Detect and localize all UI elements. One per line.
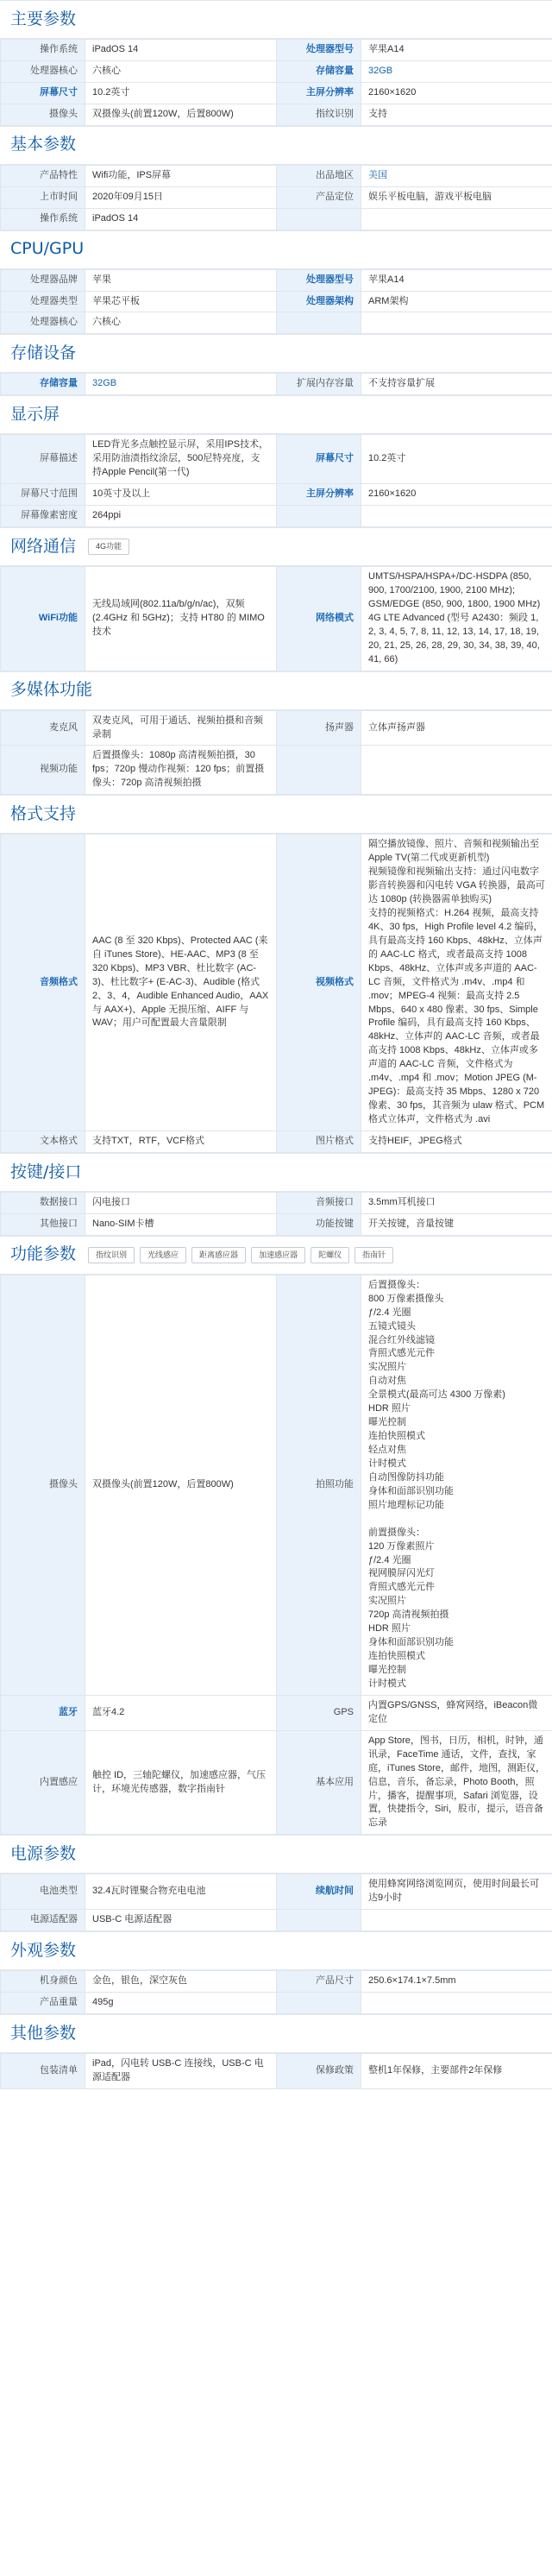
spec-row xyxy=(1,506,552,527)
spec-label: 图片格式 xyxy=(277,1131,361,1152)
spec-label: 内置感应 xyxy=(1,1730,85,1835)
spec-row xyxy=(1,484,552,506)
section-ports xyxy=(0,1153,552,1236)
spec-value: 10英寸及以上 xyxy=(85,484,277,506)
spec-value: 隔空播放镜像、照片、音频和视频输出至 Apple TV(第二代或更新机型) 视频镜像和视频输出支持：通过闪电数字影音转换器和闪电转 VGA 转换器，最高可达 1080p (转换器需单独购买) 支持的视频格式：H.264 视频，最高支持 4K、30 fps，High Profile level 4.2 编码，具有最高支持 160 Kbps、48kHz、立体声的 AAC-LC 格式，或者最高支持 1008 Kbps、48kHz、立体声或多声道的 AAC-LC 音频，文件格式为 .m4v、.mp4 和 .mov；MPEG-4 视频：最高支持 2.5 Mbps、640 x 480 像素、30 fps、Simple Profile 编码，具有最高支持 160 Kbps、48kHz、立体声的 AAC-LC 音频，或者最高支持 1008 Kbps、48kHz、立体声或多声道的 AAC-LC 音频，文件格式为 .m4v、.mp4 和 .mov；Motion JPEG (M-JPEG)：最高支持 35 Mbps、1280 x 720 像素、30 fps，其音频为 ulaw 格式、PCM 格式立体声，文件格式为 .avi xyxy=(361,835,552,1131)
section-header xyxy=(0,528,552,566)
spec-value: 无线局域网(802.11a/b/g/n/ac)，双频(2.4GHz 和 5GHz)；支持 HT80 的 MIMO 技术 xyxy=(85,567,277,671)
spec-value: 六核心 xyxy=(85,312,277,334)
spec-label: 机身颜色 xyxy=(1,1971,85,1993)
spec-row xyxy=(1,291,552,312)
spec-label: 处理器型号 xyxy=(277,269,361,291)
spec-value: 10.2英寸 xyxy=(85,82,277,104)
spec-value: 264ppi xyxy=(85,506,277,527)
spec-label: 视频功能 xyxy=(1,746,85,795)
section-title: CPU/GPU xyxy=(10,239,85,259)
spec-value: LED背光多点触控显示屏，采用IPS技术，采用防油渍指纹涂层，500尼特亮度，支持Apple Pencil(第一代) xyxy=(85,435,277,484)
spec-table xyxy=(0,834,552,1153)
spec-row xyxy=(1,1730,552,1835)
feature-tag[interactable]: 指纹识别 xyxy=(88,1247,135,1263)
section-header xyxy=(0,1237,552,1275)
spec-label: 操作系统 xyxy=(1,208,85,230)
spec-value: 支持HEIF，JPEG格式 xyxy=(361,1131,552,1152)
spec-table xyxy=(0,1970,552,2014)
spec-row xyxy=(1,710,552,746)
spec-label: 上市时间 xyxy=(1,186,85,208)
spec-value: 双摄像头(前置120W，后置800W) xyxy=(85,104,277,125)
spec-label: 续航时间 xyxy=(277,1874,361,1910)
spec-label: 拍照功能 xyxy=(277,1275,361,1695)
spec-label: 数据接口 xyxy=(1,1192,85,1213)
spec-label xyxy=(277,746,361,795)
section-header xyxy=(0,672,552,710)
spec-label: 扬声器 xyxy=(277,710,361,746)
section-storage xyxy=(0,334,552,395)
spec-table xyxy=(0,1192,552,1236)
spec-row xyxy=(1,1192,552,1213)
feature-tags xyxy=(88,539,129,555)
spec-row xyxy=(1,104,552,125)
spec-row xyxy=(1,186,552,208)
spec-label: 屏幕像素密度 xyxy=(1,506,85,527)
spec-label xyxy=(277,506,361,527)
spec-value: 娱乐平板电脑，游戏平板电脑 xyxy=(361,186,552,208)
spec-value: AAC (8 至 320 Kbps)、Protected AAC (来自 iTunes Store)、HE-AAC、MP3 (8 至 320 Kbps)、MP3 VBR、杜比数字 (AC-3)、杜比数字+ (E-AC-3)、Audible (格式 2、3、4，Audible Enhanced Audio，AAX 与 AAX+)、Apple 无损压缩、AIFF 与 WAV；用户可配置最大音量限制 xyxy=(85,835,277,1131)
spec-row xyxy=(1,435,552,484)
spec-value[interactable]: 32GB xyxy=(85,374,277,395)
spec-label: 处理器品牌 xyxy=(1,269,85,291)
section-format xyxy=(0,795,552,1153)
spec-label: 功能按键 xyxy=(277,1213,361,1235)
spec-value: 双麦克风，可用于通话、视频拍摄和音频录制 xyxy=(85,710,277,746)
spec-row xyxy=(1,165,552,186)
spec-table xyxy=(0,1874,552,1931)
section-title: 基本参数 xyxy=(10,135,77,154)
spec-value[interactable]: 32GB xyxy=(361,60,552,82)
spec-label: 屏幕尺寸 xyxy=(1,82,85,104)
spec-row xyxy=(1,82,552,104)
spec-row xyxy=(1,1971,552,1993)
spec-value: 苹果芯平板 xyxy=(85,291,277,312)
section-header xyxy=(0,1932,552,1970)
spec-table xyxy=(0,2053,552,2089)
spec-value xyxy=(361,1993,552,2014)
spec-label: 处理器类型 xyxy=(1,291,85,312)
section-title: 主要参数 xyxy=(10,9,77,28)
spec-value xyxy=(361,312,552,334)
spec-row xyxy=(1,1993,552,2014)
section-features xyxy=(0,1236,552,1836)
spec-row xyxy=(1,1131,552,1152)
spec-value xyxy=(361,506,552,527)
feature-tags xyxy=(88,1247,393,1263)
spec-label: 电池类型 xyxy=(1,1874,85,1910)
spec-value[interactable]: 美国 xyxy=(361,165,552,186)
spec-label: 蓝牙 xyxy=(1,1695,85,1730)
section-power xyxy=(0,1835,552,1931)
spec-value: 触控 ID，三轴陀螺仪，加速感应器，气压计，环境光传感器，数字指南针 xyxy=(85,1730,277,1835)
spec-row xyxy=(1,312,552,334)
spec-label: 音频接口 xyxy=(277,1192,361,1213)
spec-value: 10.2英寸 xyxy=(361,435,552,484)
spec-table xyxy=(0,373,552,395)
spec-value: 苹果A14 xyxy=(361,40,552,61)
spec-value: 2160×1620 xyxy=(361,82,552,104)
section-header xyxy=(0,231,552,269)
spec-value: 整机1年保修，主要部件2年保修 xyxy=(361,2054,552,2089)
spec-value: 内置GPS/GNSS，蜂窝网络，iBeacon微定位 xyxy=(361,1695,552,1730)
section-header xyxy=(0,1154,552,1192)
spec-value: 2020年09月15日 xyxy=(85,186,277,208)
spec-table xyxy=(0,434,552,527)
spec-row xyxy=(1,269,552,291)
spec-value xyxy=(361,1910,552,1931)
spec-table xyxy=(0,566,552,671)
spec-label: 处理器架构 xyxy=(277,291,361,312)
spec-label: 屏幕尺寸 xyxy=(277,435,361,484)
spec-value: iPadOS 14 xyxy=(85,208,277,230)
spec-label: 处理器核心 xyxy=(1,60,85,82)
section-cpu xyxy=(0,230,552,335)
spec-value: 双摄像头(前置120W，后置800W) xyxy=(85,1275,277,1695)
spec-value: UMTS/HSPA/HSPA+/DC-HSDPA (850, 900, 1700/2100, 1900, 2100 MHz); GSM/EDGE (850, 900, 1800, 1900 MHz) 4G LTE Advanced (型号 A2430：频段 1, 2, 3, 4, 5, 7, 8, 11, 12, 13, 14, 17, 18, 19, 20, 21, 25, 26, 28, 29, 30, 34, 38, 39, 40, 41, 66) xyxy=(361,567,552,671)
spec-value: ARM架构 xyxy=(361,291,552,312)
spec-label xyxy=(277,208,361,230)
section-header xyxy=(0,796,552,834)
spec-table xyxy=(0,39,552,126)
section-media xyxy=(0,671,552,796)
spec-row xyxy=(1,2054,552,2089)
spec-label: 产品定位 xyxy=(277,186,361,208)
spec-row xyxy=(1,40,552,61)
section-title: 外观参数 xyxy=(10,1940,77,1960)
spec-row xyxy=(1,746,552,795)
section-header xyxy=(0,396,552,434)
spec-label: 处理器型号 xyxy=(277,40,361,61)
section-title: 按键/接口 xyxy=(10,1162,82,1181)
section-title: 其他参数 xyxy=(10,2023,77,2043)
spec-value: 后置摄像头：1080p 高清视频拍摄，30 fps；720p 慢动作视频：120 fps；前置摄像头：720p 高清视频拍摄 xyxy=(85,746,277,795)
spec-label: 主屏分辨率 xyxy=(277,484,361,506)
section-basic xyxy=(0,126,552,230)
spec-table xyxy=(0,1275,552,1836)
section-header xyxy=(0,127,552,165)
spec-table xyxy=(0,269,552,335)
spec-value: 立体声扬声器 xyxy=(361,710,552,746)
spec-label: 屏幕描述 xyxy=(1,435,85,484)
spec-value: Nano-SIM卡槽 xyxy=(85,1213,277,1235)
spec-label: 音频格式 xyxy=(1,835,85,1131)
spec-label xyxy=(277,312,361,334)
feature-tag[interactable]: 陀螺仪 xyxy=(310,1247,349,1263)
feature-tag[interactable]: 指南针 xyxy=(354,1247,393,1263)
spec-table xyxy=(0,710,552,796)
spec-label: WiFi功能 xyxy=(1,567,85,671)
spec-value: iPadOS 14 xyxy=(85,40,277,61)
section-title: 显示屏 xyxy=(10,405,60,425)
spec-value: 蓝牙4.2 xyxy=(85,1695,277,1730)
section-title: 电源参数 xyxy=(10,1844,77,1864)
spec-value: 使用蜂窝网络浏览网页，使用时间最长可达9小时 xyxy=(361,1874,552,1910)
section-title: 格式支持 xyxy=(10,803,77,823)
section-header xyxy=(0,1,552,39)
spec-label: 电源适配器 xyxy=(1,1910,85,1931)
spec-value: 3.5mm耳机接口 xyxy=(361,1192,552,1213)
spec-value: 苹果A14 xyxy=(361,269,552,291)
spec-row xyxy=(1,1695,552,1730)
spec-label: 存储容量 xyxy=(277,60,361,82)
spec-row xyxy=(1,374,552,395)
spec-label: 屏幕尺寸范围 xyxy=(1,484,85,506)
spec-label: 指纹识别 xyxy=(277,104,361,125)
spec-label: 操作系统 xyxy=(1,40,85,61)
section-header xyxy=(0,335,552,373)
feature-tag[interactable]: 加速感应器 xyxy=(251,1247,305,1263)
spec-label: 麦克风 xyxy=(1,710,85,746)
spec-label: 扩展内存容量 xyxy=(277,374,361,395)
spec-row xyxy=(1,1213,552,1235)
spec-value: 后置摄像头： 800 万像素摄像头 ƒ/2.4 光圈 五镜式镜头 混合红外线滤镜 背照式感光元件 实况照片 自动对焦 全景模式(最高可达 4300 万像素) HDR 照片 曝光控制 连拍快照模式 轻点对焦 计时模式 自动图像防抖功能 身体和面部识别功能 照片地理标记功能 前置摄像头： 120 万像素照片 ƒ/2.4 光圈 视网膜屏闪光灯 背照式感光元件 实况照片 720p 高清视频拍摄 HDR 照片 身体和面部识别功能 连拍快照模式 曝光控制 计时模式 xyxy=(361,1275,552,1695)
spec-label: 摄像头 xyxy=(1,1275,85,1695)
spec-value: 金色，银色，深空灰色 xyxy=(85,1971,277,1993)
section-appearance xyxy=(0,1931,552,2014)
spec-label: 保修政策 xyxy=(277,2054,361,2089)
spec-label: 其他接口 xyxy=(1,1213,85,1235)
spec-value: 开关按键，音量按键 xyxy=(361,1213,552,1235)
spec-row xyxy=(1,1910,552,1931)
spec-label: 处理器核心 xyxy=(1,312,85,334)
spec-label: 摄像头 xyxy=(1,104,85,125)
spec-value xyxy=(361,746,552,795)
spec-value: USB-C 电源适配器 xyxy=(85,1910,277,1931)
spec-label: 文本格式 xyxy=(1,1131,85,1152)
spec-row xyxy=(1,835,552,1131)
section-title: 网络通信 xyxy=(10,536,77,556)
spec-label: 视频格式 xyxy=(277,835,361,1131)
spec-label xyxy=(277,1910,361,1931)
spec-value: 495g xyxy=(85,1993,277,2014)
feature-tag[interactable]: 光线感应 xyxy=(140,1247,186,1263)
spec-value xyxy=(361,208,552,230)
spec-table xyxy=(0,165,552,230)
spec-label: 网络模式 xyxy=(277,567,361,671)
spec-label: 出品地区 xyxy=(277,165,361,186)
spec-row xyxy=(1,208,552,230)
spec-value: 支持 xyxy=(361,104,552,125)
spec-label xyxy=(277,1993,361,2014)
spec-value: Wifi功能，IPS屏幕 xyxy=(85,165,277,186)
spec-value: 苹果 xyxy=(85,269,277,291)
spec-value: 不支持容量扩展 xyxy=(361,374,552,395)
spec-row xyxy=(1,567,552,671)
spec-label: 产品尺寸 xyxy=(277,1971,361,1993)
spec-value: 闪电接口 xyxy=(85,1192,277,1213)
spec-label: 产品特性 xyxy=(1,165,85,186)
spec-value: 2160×1620 xyxy=(361,484,552,506)
section-title: 多媒体功能 xyxy=(10,680,93,700)
spec-label: 存储容量 xyxy=(1,374,85,395)
spec-label: 包装清单 xyxy=(1,2054,85,2089)
section-header xyxy=(0,2015,552,2053)
section-network xyxy=(0,527,552,671)
spec-label: 产品重量 xyxy=(1,1993,85,2014)
spec-label: 基本应用 xyxy=(277,1730,361,1835)
spec-row xyxy=(1,60,552,82)
spec-value: 250.6×174.1×7.5mm xyxy=(361,1971,552,1993)
spec-value: App Store，图书，日历，相机，时钟，通讯录，FaceTime 通话，文件，查找，家庭，iTunes Store，邮件，地图，测距仪，信息，音乐，备忘录，Photo Booth，照片，播客，提醒事项，Safari 浏览器，设置，快捷指令，Siri，股市，提示，语音备忘录 xyxy=(361,1730,552,1835)
spec-value: 六核心 xyxy=(85,60,277,82)
spec-row xyxy=(1,1275,552,1695)
section-display xyxy=(0,395,552,527)
spec-value: 支持TXT，RTF，VCF格式 xyxy=(85,1131,277,1152)
section-main xyxy=(0,0,552,126)
feature-tag[interactable]: 距离感应器 xyxy=(191,1247,246,1263)
section-other xyxy=(0,2014,552,2089)
spec-row xyxy=(1,1874,552,1910)
spec-label: 主屏分辨率 xyxy=(277,82,361,104)
spec-label: GPS xyxy=(277,1695,361,1730)
section-title: 功能参数 xyxy=(10,1244,77,1264)
spec-value: 32.4瓦时锂聚合物充电电池 xyxy=(85,1874,277,1910)
spec-value: iPad，闪电转 USB-C 连接线，USB-C 电源适配器 xyxy=(85,2054,277,2089)
feature-tag[interactable]: 4G功能 xyxy=(88,539,129,555)
section-header xyxy=(0,1836,552,1874)
section-title: 存储设备 xyxy=(10,343,77,363)
